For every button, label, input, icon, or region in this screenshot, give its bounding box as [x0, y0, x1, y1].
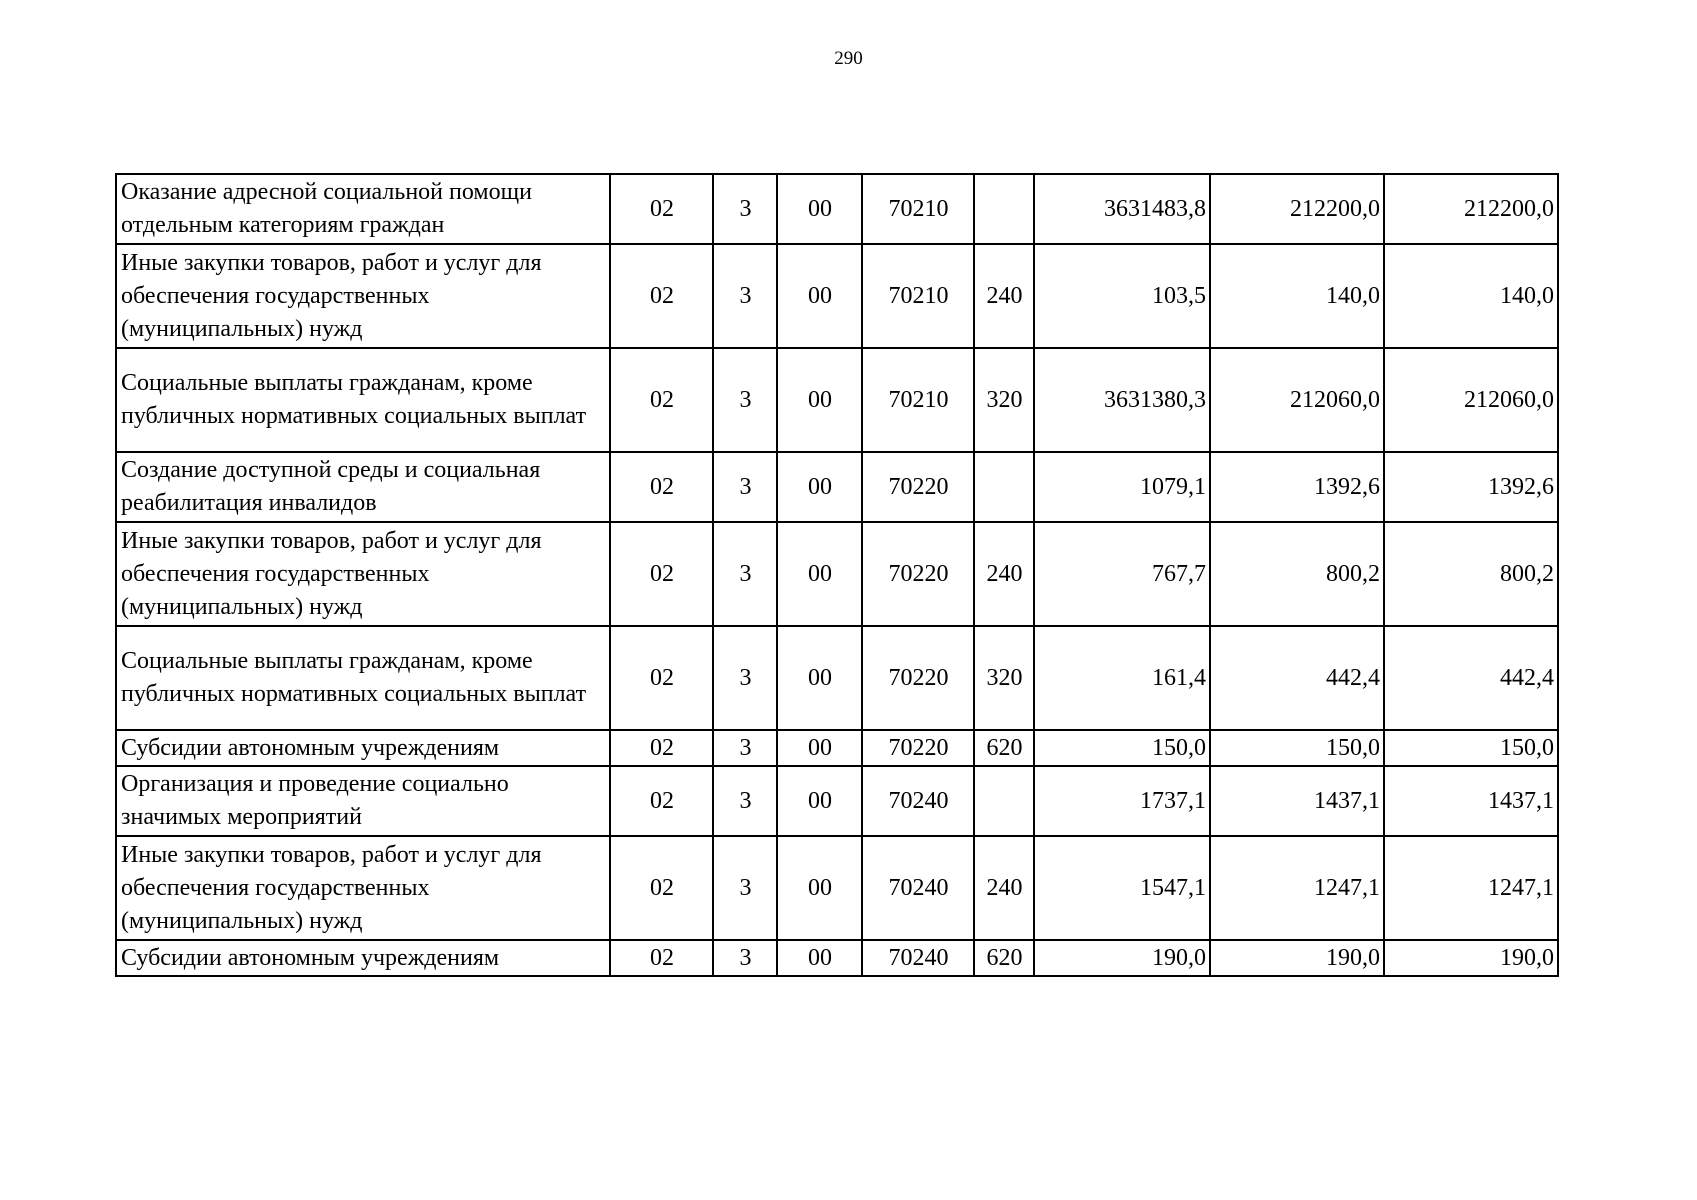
amount-3: 442,4: [1384, 626, 1558, 730]
subsection-code: 3: [713, 174, 777, 244]
expense-type-code: 240: [974, 244, 1034, 348]
direction-code: 70240: [862, 836, 974, 940]
amount-2: 442,4: [1210, 626, 1384, 730]
amount-3: 212060,0: [1384, 348, 1558, 452]
row-name: Иные закупки товаров, работ и услуг для обеспечения государственных (муниципальных) нужд: [116, 836, 610, 940]
amount-2: 190,0: [1210, 940, 1384, 976]
subsection-code: 3: [713, 452, 777, 522]
direction-code: 70240: [862, 940, 974, 976]
subsection-code: 3: [713, 522, 777, 626]
section-code: 02: [610, 626, 713, 730]
program-code: 00: [777, 730, 862, 766]
amount-2: 800,2: [1210, 522, 1384, 626]
amount-2: 150,0: [1210, 730, 1384, 766]
table-row: [116, 836, 1558, 940]
section-code: 02: [610, 452, 713, 522]
section-code: 02: [610, 348, 713, 452]
section-code: 02: [610, 522, 713, 626]
table-row: [116, 348, 1558, 452]
direction-code: 70210: [862, 244, 974, 348]
row-name: Иные закупки товаров, работ и услуг для обеспечения государственных (муниципальных) нужд: [116, 522, 610, 626]
table-row: [116, 244, 1558, 348]
expense-type-code: 620: [974, 940, 1034, 976]
row-name: Оказание адресной социальной помощи отдельным категориям граждан: [116, 174, 610, 244]
section-code: 02: [610, 244, 713, 348]
direction-code: 70220: [862, 626, 974, 730]
section-code: 02: [610, 766, 713, 836]
section-code: 02: [610, 730, 713, 766]
program-code: 00: [777, 452, 862, 522]
budget-table: [115, 173, 1559, 977]
expense-type-code: 240: [974, 522, 1034, 626]
amount-2: 1437,1: [1210, 766, 1384, 836]
row-name: Создание доступной среды и социальная реабилитация инвалидов: [116, 452, 610, 522]
program-code: 00: [777, 836, 862, 940]
subsection-code: 3: [713, 836, 777, 940]
amount-1: 161,4: [1034, 626, 1210, 730]
amount-2: 140,0: [1210, 244, 1384, 348]
expense-type-code: 620: [974, 730, 1034, 766]
row-name: Социальные выплаты гражданам, кроме публичных нормативных социальных выплат: [116, 348, 610, 452]
amount-1: 190,0: [1034, 940, 1210, 976]
amount-1: 767,7: [1034, 522, 1210, 626]
direction-code: 70220: [862, 452, 974, 522]
expense-type-code: [974, 452, 1034, 522]
table-row: [116, 766, 1558, 836]
amount-1: 3631483,8: [1034, 174, 1210, 244]
amount-3: 800,2: [1384, 522, 1558, 626]
amount-2: 1392,6: [1210, 452, 1384, 522]
amount-2: 1247,1: [1210, 836, 1384, 940]
direction-code: 70240: [862, 766, 974, 836]
amount-3: 190,0: [1384, 940, 1558, 976]
amount-3: 212200,0: [1384, 174, 1558, 244]
direction-code: 70210: [862, 174, 974, 244]
table-row: [116, 626, 1558, 730]
subsection-code: 3: [713, 766, 777, 836]
section-code: 02: [610, 836, 713, 940]
amount-3: 1392,6: [1384, 452, 1558, 522]
amount-1: 3631380,3: [1034, 348, 1210, 452]
row-name: Организация и проведение социально значимых мероприятий: [116, 766, 610, 836]
program-code: 00: [777, 348, 862, 452]
table-row: [116, 940, 1558, 976]
amount-3: 150,0: [1384, 730, 1558, 766]
row-name: Субсидии автономным учреждениям: [116, 940, 610, 976]
subsection-code: 3: [713, 348, 777, 452]
subsection-code: 3: [713, 940, 777, 976]
row-name: Субсидии автономным учреждениям: [116, 730, 610, 766]
amount-3: 1437,1: [1384, 766, 1558, 836]
section-code: 02: [610, 940, 713, 976]
table-row: [116, 174, 1558, 244]
direction-code: 70210: [862, 348, 974, 452]
expense-type-code: 240: [974, 836, 1034, 940]
table-row: [116, 452, 1558, 522]
row-name: Иные закупки товаров, работ и услуг для обеспечения государственных (муниципальных) нужд: [116, 244, 610, 348]
amount-1: 1547,1: [1034, 836, 1210, 940]
amount-1: 150,0: [1034, 730, 1210, 766]
table-row: [116, 522, 1558, 626]
direction-code: 70220: [862, 522, 974, 626]
program-code: 00: [777, 626, 862, 730]
subsection-code: 3: [713, 244, 777, 348]
page-number: 290: [834, 48, 863, 69]
section-code: 02: [610, 174, 713, 244]
amount-2: 212200,0: [1210, 174, 1384, 244]
amount-2: 212060,0: [1210, 348, 1384, 452]
program-code: 00: [777, 940, 862, 976]
direction-code: 70220: [862, 730, 974, 766]
amount-3: 140,0: [1384, 244, 1558, 348]
program-code: 00: [777, 244, 862, 348]
program-code: 00: [777, 522, 862, 626]
subsection-code: 3: [713, 626, 777, 730]
amount-1: 103,5: [1034, 244, 1210, 348]
amount-1: 1737,1: [1034, 766, 1210, 836]
subsection-code: 3: [713, 730, 777, 766]
row-name: Социальные выплаты гражданам, кроме публичных нормативных социальных выплат: [116, 626, 610, 730]
amount-3: 1247,1: [1384, 836, 1558, 940]
program-code: 00: [777, 766, 862, 836]
amount-1: 1079,1: [1034, 452, 1210, 522]
expense-type-code: [974, 766, 1034, 836]
table-row: [116, 730, 1558, 766]
expense-type-code: 320: [974, 626, 1034, 730]
expense-type-code: [974, 174, 1034, 244]
program-code: 00: [777, 174, 862, 244]
expense-type-code: 320: [974, 348, 1034, 452]
